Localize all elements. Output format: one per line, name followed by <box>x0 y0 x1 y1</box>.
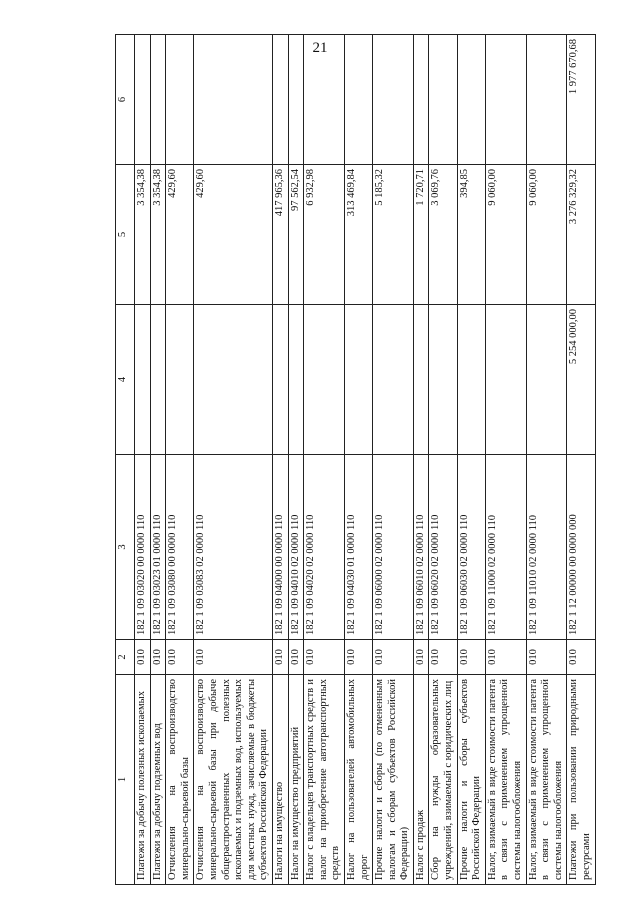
row-actual-value: 394,85 <box>457 165 485 305</box>
row-difference-value <box>373 35 414 165</box>
row-name: Налог, взимаемый в виде стоимости патента в связи с применением упрощенной системы налогообложения <box>526 675 567 885</box>
row-budget-code: 182 1 09 03023 01 0000 110 <box>150 455 166 640</box>
table-row <box>344 35 372 885</box>
row-difference-value <box>194 35 273 165</box>
table-row <box>526 35 567 885</box>
row-budget-code: 182 1 09 04000 00 0000 110 <box>272 455 288 640</box>
row-budget-code: 182 1 12 00000 00 0000 000 <box>567 455 595 640</box>
row-budget-code: 182 1 09 03083 02 0000 110 <box>194 455 273 640</box>
row-line-code: 010 <box>304 640 345 675</box>
row-actual-value: 417 965,36 <box>272 165 288 305</box>
row-name: Прочие налоги и сборы субъектов Российской Федерации <box>457 675 485 885</box>
revenue-table <box>115 34 596 885</box>
row-plan-value <box>150 305 166 455</box>
row-budget-code: 182 1 09 06000 02 0000 110 <box>373 455 414 640</box>
row-budget-code: 182 1 09 06010 02 0000 110 <box>413 455 429 640</box>
table-row <box>272 35 288 885</box>
row-actual-value: 3 354,38 <box>150 165 166 305</box>
column-header-6: 6 <box>116 35 135 165</box>
table-row <box>485 35 526 885</box>
table-container <box>115 39 610 885</box>
row-plan-value <box>272 305 288 455</box>
row-actual-value: 97 562,54 <box>288 165 304 305</box>
row-actual-value: 3 069,76 <box>429 165 457 305</box>
table-row <box>567 35 595 885</box>
row-budget-code: 182 1 09 04010 02 0000 110 <box>288 455 304 640</box>
row-difference-value <box>288 35 304 165</box>
column-header-4: 4 <box>116 305 135 455</box>
row-line-code: 010 <box>288 640 304 675</box>
table-row <box>373 35 414 885</box>
row-plan-value <box>194 305 273 455</box>
row-line-code: 010 <box>150 640 166 675</box>
row-actual-value: 5 185,32 <box>373 165 414 305</box>
row-budget-code: 182 1 09 03020 00 0000 110 <box>135 455 151 640</box>
table-row <box>135 35 151 885</box>
row-name: Налог, взимаемый в виде стоимости патента в связи с применением упрощенной системы налогообложения <box>485 675 526 885</box>
row-name: Отчисления на воспроизводство минерально-сырьевой базы <box>166 675 194 885</box>
row-budget-code: 182 1 09 06020 02 0000 110 <box>429 455 457 640</box>
row-name: Налог с владельцев транспортных средств и налог на приобретение автотранспортных средств <box>304 675 345 885</box>
table-row <box>194 35 273 885</box>
row-name: Налог на пользователей автомобильных дорог <box>344 675 372 885</box>
column-header-3: 3 <box>116 455 135 640</box>
table-body <box>135 35 596 885</box>
row-line-code: 010 <box>135 640 151 675</box>
row-budget-code: 182 1 09 03080 00 0000 110 <box>166 455 194 640</box>
row-name: Отчисления на воспроизводство минерально-сырьевой базы при добыче общераспространенных полезных ископаемых и подземных вод, используемых для местных нужд, зачисляемые в бюджеты субъектов Российской Федерации <box>194 675 273 885</box>
row-difference-value <box>304 35 345 165</box>
row-budget-code: 182 1 09 06030 02 0000 110 <box>457 455 485 640</box>
row-actual-value: 313 469,84 <box>344 165 372 305</box>
row-plan-value: 5 254 000,00 <box>567 305 595 455</box>
row-line-code: 010 <box>567 640 595 675</box>
row-line-code: 010 <box>413 640 429 675</box>
row-difference-value <box>429 35 457 165</box>
row-plan-value <box>485 305 526 455</box>
table-row <box>413 35 429 885</box>
table-row <box>288 35 304 885</box>
row-budget-code: 182 1 09 11010 02 0000 110 <box>526 455 567 640</box>
row-plan-value <box>429 305 457 455</box>
row-line-code: 010 <box>272 640 288 675</box>
row-plan-value <box>344 305 372 455</box>
row-actual-value: 429,60 <box>166 165 194 305</box>
column-header-1: 1 <box>116 675 135 885</box>
table-row <box>429 35 457 885</box>
row-difference-value <box>135 35 151 165</box>
row-line-code: 010 <box>344 640 372 675</box>
row-difference-value: 1 977 670,68 <box>567 35 595 165</box>
row-line-code: 010 <box>526 640 567 675</box>
row-difference-value <box>457 35 485 165</box>
row-actual-value: 429,60 <box>194 165 273 305</box>
row-name: Платежи за добычу подземных вод <box>150 675 166 885</box>
row-difference-value <box>485 35 526 165</box>
row-plan-value <box>373 305 414 455</box>
row-line-code: 010 <box>373 640 414 675</box>
row-actual-value: 6 932,98 <box>304 165 345 305</box>
row-name: Сбор на нужды образовательных учреждений, взимаемый с юридических лиц <box>429 675 457 885</box>
table-row <box>150 35 166 885</box>
table-row <box>304 35 345 885</box>
row-line-code: 010 <box>194 640 273 675</box>
row-plan-value <box>413 305 429 455</box>
row-line-code: 010 <box>429 640 457 675</box>
table-row <box>457 35 485 885</box>
header-row <box>116 35 135 885</box>
rotated-table-frame <box>115 39 610 885</box>
row-plan-value <box>166 305 194 455</box>
page-number: 21 <box>312 40 328 56</box>
row-plan-value <box>304 305 345 455</box>
row-difference-value <box>344 35 372 165</box>
row-name: Налоги на имущество <box>272 675 288 885</box>
row-plan-value <box>135 305 151 455</box>
table-row <box>166 35 194 885</box>
row-name: Платежи за добычу полезных ископаемых <box>135 675 151 885</box>
row-name: Налог с продаж <box>413 675 429 885</box>
row-budget-code: 182 1 09 11000 02 0000 110 <box>485 455 526 640</box>
row-plan-value <box>288 305 304 455</box>
row-difference-value <box>526 35 567 165</box>
row-budget-code: 182 1 09 04030 01 0000 110 <box>344 455 372 640</box>
row-difference-value <box>413 35 429 165</box>
row-actual-value: 9 060,00 <box>485 165 526 305</box>
row-name: Платежи при пользовании природными ресурсами <box>567 675 595 885</box>
row-line-code: 010 <box>166 640 194 675</box>
row-line-code: 010 <box>457 640 485 675</box>
row-difference-value <box>150 35 166 165</box>
row-difference-value <box>166 35 194 165</box>
row-actual-value: 3 276 329,32 <box>567 165 595 305</box>
row-line-code: 010 <box>485 640 526 675</box>
row-actual-value: 9 060,00 <box>526 165 567 305</box>
row-plan-value <box>457 305 485 455</box>
row-actual-value: 3 354,38 <box>135 165 151 305</box>
row-name: Налог на имущество предприятий <box>288 675 304 885</box>
row-actual-value: 1 720,71 <box>413 165 429 305</box>
row-budget-code: 182 1 09 04020 02 0000 110 <box>304 455 345 640</box>
row-name: Прочие налоги и сборы (по отмененным налогам и сборам субъектов Российской Федерации) <box>373 675 414 885</box>
column-header-5: 5 <box>116 165 135 305</box>
row-difference-value <box>272 35 288 165</box>
column-header-2: 2 <box>116 640 135 675</box>
row-plan-value <box>526 305 567 455</box>
